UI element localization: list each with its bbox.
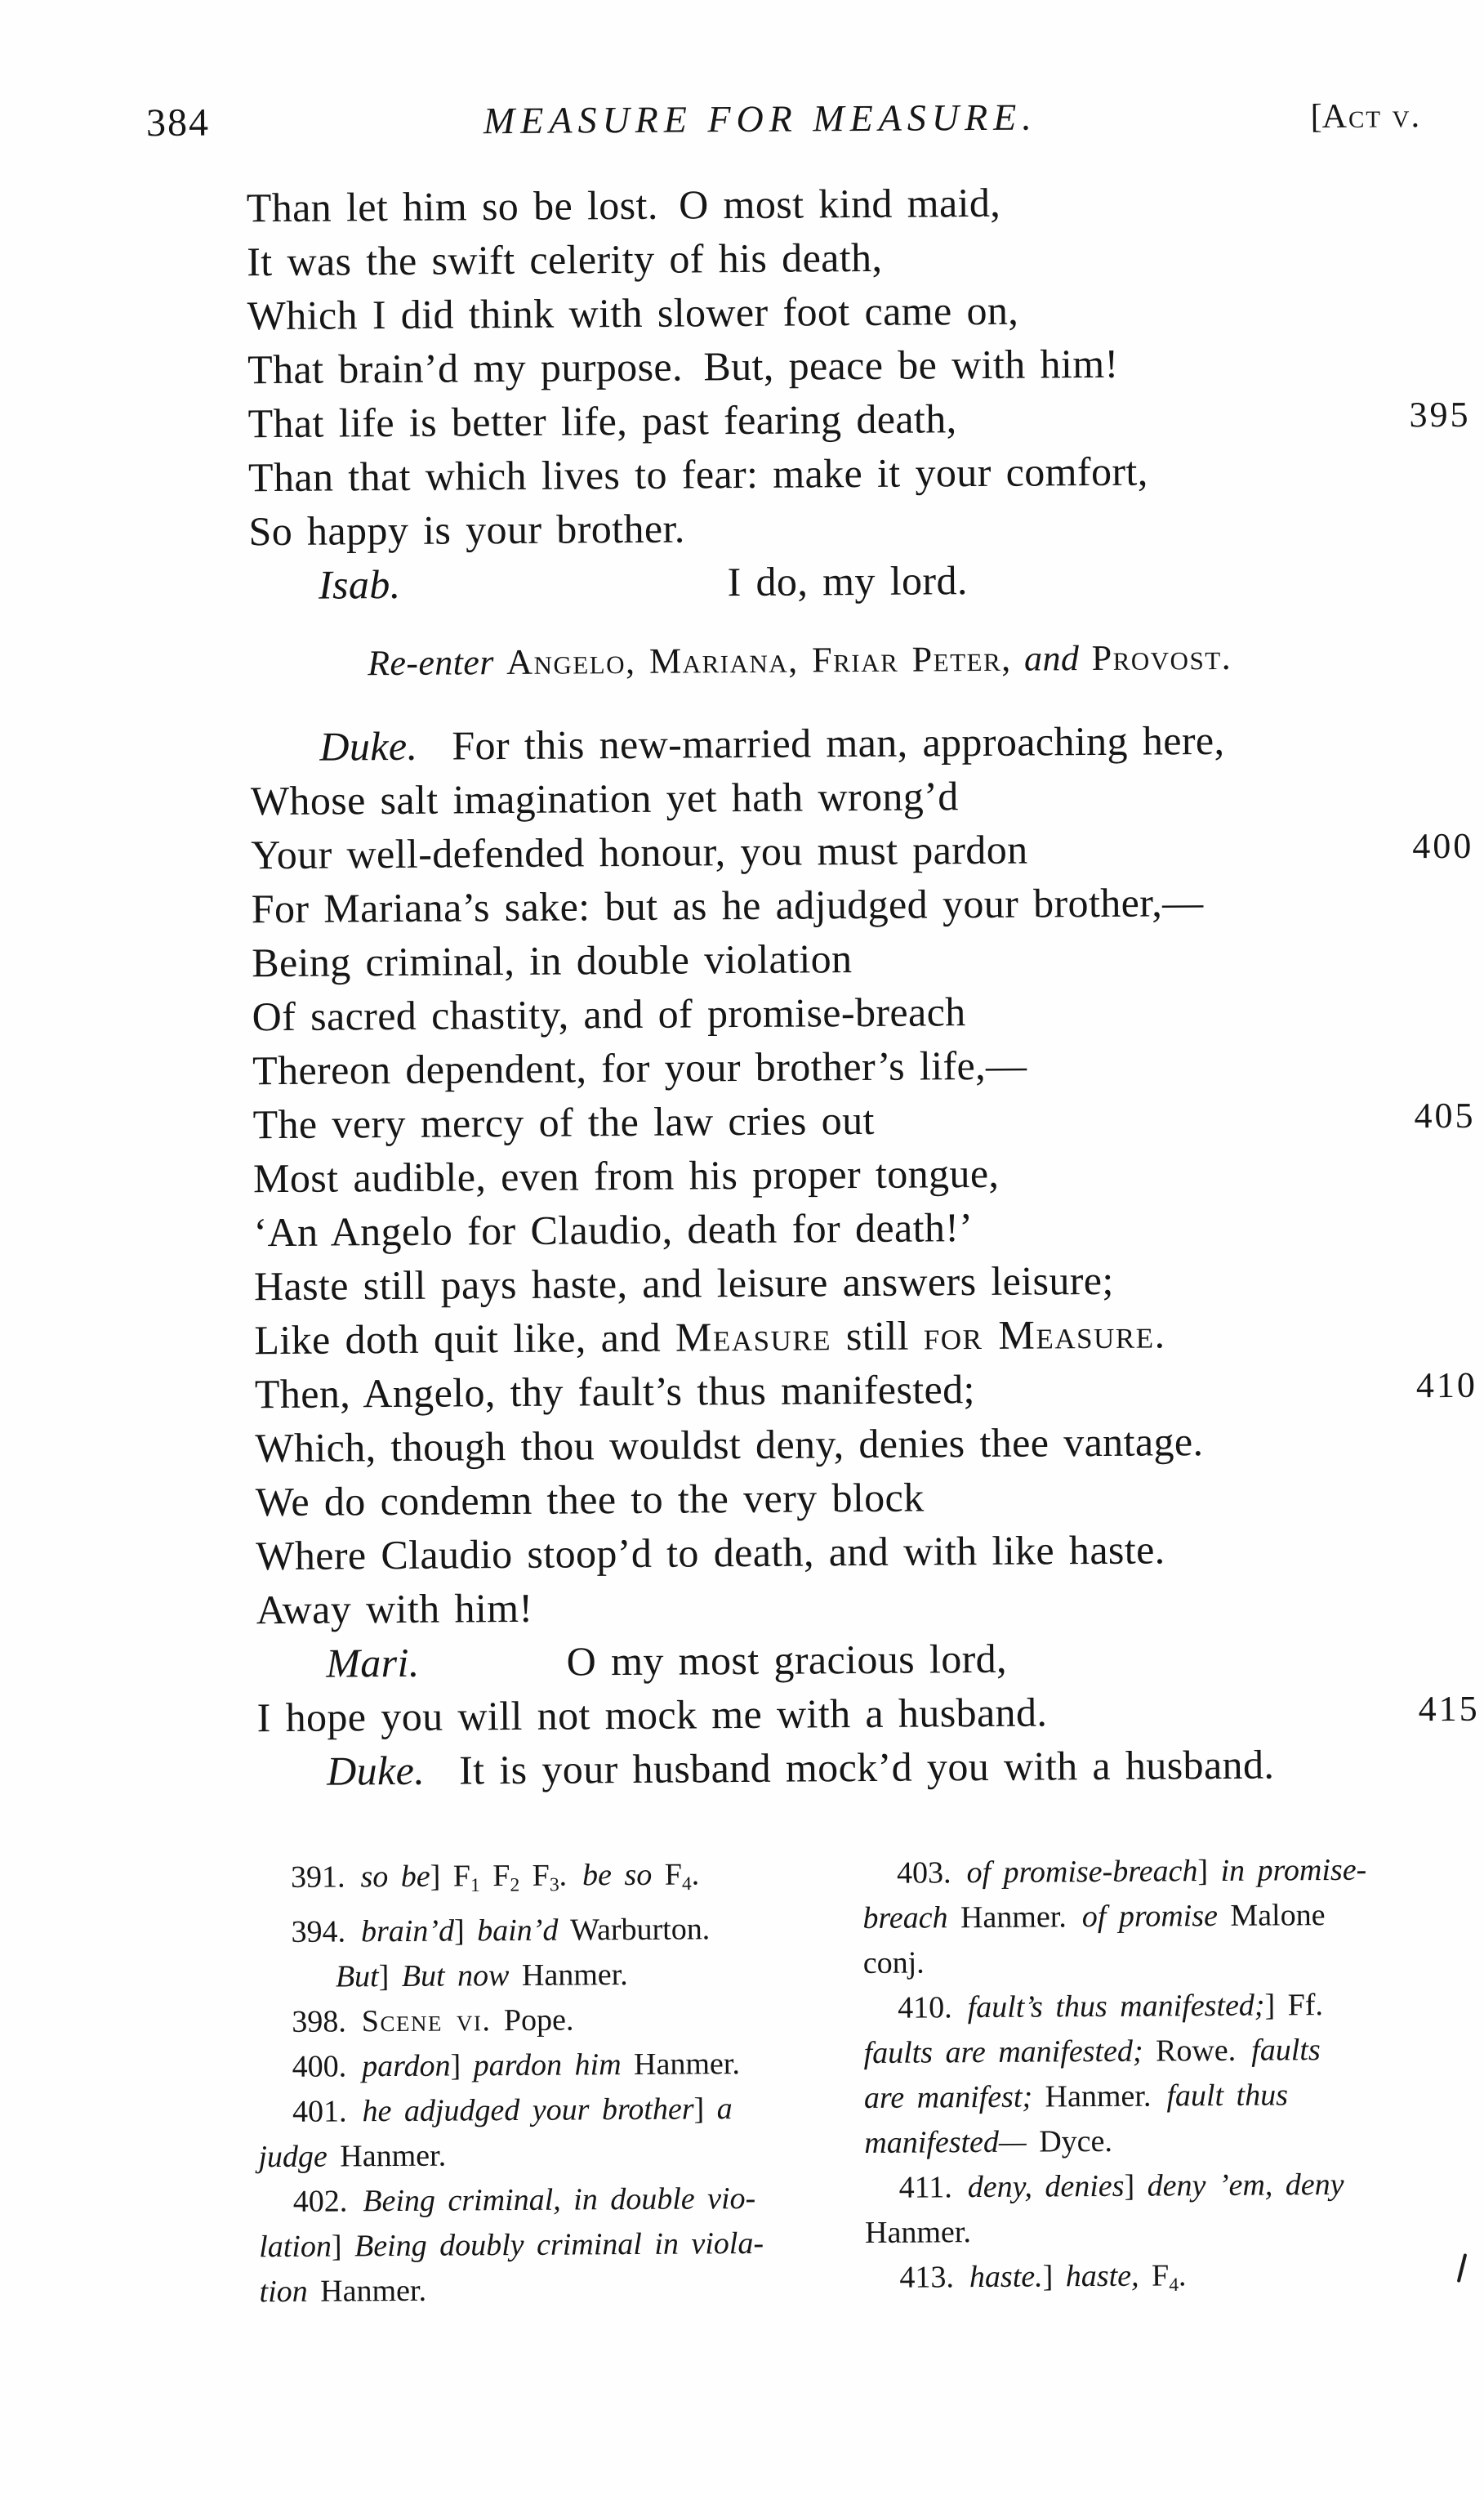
text-segment: fault’s thus manifested; xyxy=(967,1988,1265,2025)
verse-line xyxy=(248,496,1471,558)
text-segment: are manifest; xyxy=(863,2079,1033,2116)
text-segment: I hope you will not mock me with a husband. xyxy=(256,1689,1048,1741)
verse-line xyxy=(252,873,1474,935)
text-segment: Which, though thou wouldst deny, denies thee vantage. xyxy=(255,1418,1204,1471)
verse-line xyxy=(253,1197,1476,1259)
text-segment: brain’d xyxy=(360,1913,455,1949)
text-segment: 402. xyxy=(292,2183,363,2219)
text-segment: For Mariana’s sake: but as he adjudged your brother,— xyxy=(251,879,1204,932)
verse-line xyxy=(253,1143,1476,1205)
verse-line xyxy=(247,334,1470,396)
text-segment: That brain’d my purpose. But, peace be with him! xyxy=(247,340,1119,393)
footnote-line xyxy=(862,1892,1475,1941)
text-segment: Than let him so be lost. O most kind maid, xyxy=(246,179,1001,231)
text-segment: Being criminal, in double violation xyxy=(252,935,853,986)
text-segment: Measure xyxy=(675,1313,832,1360)
footnote-column-left xyxy=(256,1851,823,2314)
text-segment: faults are manifested; xyxy=(863,2033,1143,2071)
footnote-line xyxy=(259,2221,822,2270)
text-segment: ] F xyxy=(430,1859,471,1894)
text-segment: But xyxy=(335,1958,379,1994)
text-segment: of promise xyxy=(1081,1898,1219,1935)
line-number: 400 xyxy=(1412,825,1474,867)
footnote-line xyxy=(258,2086,822,2135)
footnote-line xyxy=(862,1847,1475,1896)
text-segment: ] xyxy=(693,2091,717,2127)
footnote-line xyxy=(256,1906,820,1955)
verse-line xyxy=(248,442,1471,504)
text-segment: Dyce. xyxy=(1026,2123,1113,2159)
verse-line xyxy=(256,1628,1479,1690)
text-segment: F xyxy=(652,1857,683,1892)
text-segment: breach xyxy=(862,1900,948,1936)
text-segment: F xyxy=(479,1859,510,1894)
verse-line xyxy=(251,819,1473,882)
text-segment: . xyxy=(1178,2258,1187,2293)
footnote-line xyxy=(863,2027,1476,2076)
text-segment: The very mercy of the law cries out xyxy=(252,1096,875,1148)
text-segment: ] xyxy=(1042,2259,1066,2294)
footnote-line xyxy=(863,1937,1476,1986)
text-segment: tion xyxy=(259,2274,308,2309)
speaker-label: Mari. xyxy=(326,1639,420,1686)
page-number: 384 xyxy=(145,100,211,145)
text-segment: Hanmer. xyxy=(509,1957,628,1993)
act-label xyxy=(1311,96,1422,136)
text-segment: haste. xyxy=(969,2259,1043,2295)
text-segment: so be xyxy=(360,1859,430,1895)
footnotes-block xyxy=(256,1847,1484,2315)
text-segment: Like doth quit like, and xyxy=(254,1314,676,1364)
act-text: Act v. xyxy=(1321,97,1422,136)
text-segment: ] xyxy=(453,1913,478,1949)
text-segment: 400. xyxy=(292,2048,363,2084)
stage-direction xyxy=(249,634,1349,687)
text-segment: O my most gracious lord, xyxy=(566,1635,1008,1685)
footnote-line xyxy=(865,2207,1477,2256)
speaker-label: Duke. xyxy=(326,1747,426,1794)
text-segment: Hanmer. xyxy=(327,2138,447,2174)
verse-line xyxy=(255,1413,1477,1475)
verse-line xyxy=(257,1736,1480,1798)
text-segment: Pope. xyxy=(491,2002,574,2038)
verse-line xyxy=(255,1359,1477,1421)
running-header xyxy=(146,92,1421,145)
act-bracket: [ xyxy=(1310,98,1322,136)
verse-block xyxy=(247,172,1481,1798)
verse-line xyxy=(247,388,1470,450)
text-segment: in promise- xyxy=(1220,1852,1367,1888)
line-number: 415 xyxy=(1418,1688,1480,1730)
verse-line xyxy=(250,712,1473,774)
text-segment: Warburton. xyxy=(558,1911,711,1948)
text-segment: Of sacred chastity, and of promise-breach xyxy=(252,989,966,1040)
text-segment: Than that which lives to fear: make it your comfort, xyxy=(247,448,1148,501)
text-segment: Whose salt imagination yet hath wrong’d xyxy=(250,773,959,824)
text-segment: conj. xyxy=(862,1945,925,1981)
text-segment: ] xyxy=(378,1958,402,1993)
text-segment: pardon xyxy=(361,2048,451,2083)
footnote-line xyxy=(865,2162,1477,2211)
text-segment: Hanmer. xyxy=(307,2273,427,2309)
text-segment: It is your husband mock’d you with a husband. xyxy=(458,1741,1275,1793)
text-segment: It was the swift celerity of his death, xyxy=(247,234,883,285)
text-segment: ‘An Angelo for Claudio, death for death!’ xyxy=(253,1204,974,1256)
text-segment: 391. xyxy=(290,1859,361,1895)
text-segment: 1 xyxy=(470,1874,480,1896)
text-segment: Most audible, even from his proper tongue, xyxy=(252,1150,1000,1202)
footnote-line xyxy=(259,2176,822,2225)
text-segment: ] Ff. xyxy=(1264,1988,1324,2023)
text-segment: . xyxy=(691,1857,700,1892)
verse-line xyxy=(251,766,1473,828)
text-segment: deny, denies xyxy=(967,2168,1125,2205)
inline-gap xyxy=(401,596,728,598)
text-segment: 403. xyxy=(896,1855,967,1891)
verse-line xyxy=(254,1305,1477,1367)
text-segment: Your well-defended honour, you must pardon xyxy=(251,826,1028,878)
footnote-line xyxy=(259,2266,822,2315)
footnote-line xyxy=(863,1982,1476,2031)
text-segment: ] xyxy=(450,2047,474,2083)
text-segment: bain’d xyxy=(476,1913,559,1948)
text-segment: So happy is your brother. xyxy=(248,505,685,555)
text-segment: of promise-breach xyxy=(966,1854,1198,1891)
text-segment: a xyxy=(716,2091,733,2126)
verse-line xyxy=(252,1035,1475,1097)
verse-line xyxy=(256,1574,1479,1636)
text-segment: Provost. xyxy=(1091,636,1232,679)
verse-line xyxy=(247,172,1469,234)
text-segment: Away with him! xyxy=(256,1584,533,1633)
text-segment: 401. xyxy=(292,2093,363,2129)
text-segment: 410. xyxy=(898,1990,968,2025)
text-segment: manifested— xyxy=(864,2124,1027,2161)
text-segment: 413. xyxy=(899,2260,970,2295)
text-segment: faults xyxy=(1251,2033,1321,2068)
text-segment: 3 xyxy=(549,1874,559,1896)
verse-line xyxy=(256,1682,1479,1744)
verse-line xyxy=(247,280,1469,342)
text-segment: For this new-married man, approaching here, xyxy=(452,717,1225,769)
text-segment: judge xyxy=(258,2139,328,2174)
text-segment: 2 xyxy=(510,1874,520,1896)
text-segment: Which I did think with slower foot came on, xyxy=(247,287,1019,339)
verse-line xyxy=(254,1251,1477,1313)
text-segment: Then, Angelo, thy fault’s thus manifested; xyxy=(254,1366,976,1417)
speaker-label: Duke. xyxy=(319,722,418,770)
verse-line xyxy=(256,1520,1478,1583)
verse-line xyxy=(249,550,1472,612)
text-segment: he adjudged your brother xyxy=(362,2092,694,2128)
text-segment: deny ’em, deny xyxy=(1147,2167,1344,2203)
text-segment: Hanmer. xyxy=(621,2046,741,2082)
text-segment: I do, my lord. xyxy=(727,557,968,605)
text-segment: Rowe. xyxy=(1143,2033,1252,2069)
text-segment: 4 xyxy=(681,1873,692,1895)
text-segment: ] xyxy=(1124,2168,1148,2203)
text-segment: Scene vi. xyxy=(361,2002,492,2038)
text-segment: . xyxy=(559,1858,583,1893)
text-segment: Where Claudio stoop’d to death, and with like haste. xyxy=(256,1526,1165,1579)
text-segment: That life is better life, past fearing death, xyxy=(247,395,957,447)
text-segment: 398. xyxy=(292,2003,362,2039)
text-segment: pardon him xyxy=(473,2047,622,2083)
footnote-line xyxy=(258,2131,822,2180)
verse-line xyxy=(252,1089,1475,1151)
text-segment: Haste still pays haste, and leisure answers leisure; xyxy=(253,1257,1114,1310)
footnote-line xyxy=(257,1996,821,2045)
text-segment: We do condemn thee to the very block xyxy=(255,1474,925,1525)
text-segment: Hanmer. xyxy=(947,1900,1082,1935)
running-title: MEASURE FOR MEASURE. xyxy=(483,96,1037,142)
text-segment: ] xyxy=(1197,1853,1221,1889)
verse-line xyxy=(256,1467,1478,1529)
text-segment: lation xyxy=(259,2229,332,2264)
footnote-line xyxy=(864,2117,1477,2166)
speaker-label: Isab. xyxy=(318,560,401,608)
text-segment: Being doubly criminal in viola- xyxy=(354,2225,764,2263)
text-segment: F xyxy=(1139,2258,1170,2293)
text-segment: 4 xyxy=(1169,2274,1179,2297)
text-segment: Hanmer. xyxy=(1032,2078,1167,2114)
text-segment: still xyxy=(831,1312,925,1359)
text-segment: Re-enter xyxy=(367,642,507,684)
text-segment: fault thus xyxy=(1166,2078,1289,2114)
text-segment: and xyxy=(1011,638,1092,679)
text-segment: 411. xyxy=(898,2170,968,2205)
footnote-line xyxy=(257,2041,821,2090)
footnote-line xyxy=(865,2252,1477,2310)
footnote-line xyxy=(257,1951,821,2000)
text-segment: F xyxy=(519,1858,550,1893)
verse-line xyxy=(252,981,1474,1043)
line-number: 395 xyxy=(1409,394,1471,435)
text-segment: 394. xyxy=(291,1913,362,1949)
text-segment: Thereon dependent, for your brother’s life,— xyxy=(252,1042,1027,1094)
verse-line xyxy=(247,226,1469,288)
footnote-line xyxy=(864,2072,1477,2121)
text-segment: Being criminal, in double vio- xyxy=(363,2181,756,2218)
footnote-line xyxy=(256,1851,820,1909)
line-number: 405 xyxy=(1414,1095,1476,1136)
text-segment: But now xyxy=(401,1958,510,1993)
verse-line xyxy=(252,927,1474,989)
text-segment: be so xyxy=(582,1857,653,1893)
text-segment: haste, xyxy=(1065,2258,1139,2294)
text-segment: Hanmer. xyxy=(864,2215,972,2251)
line-number: 410 xyxy=(1415,1364,1478,1406)
text-segment: ] xyxy=(331,2228,355,2264)
text-segment: Angelo, Mariana, Friar Peter, xyxy=(506,638,1012,683)
text-segment: for Measure. xyxy=(923,1310,1166,1359)
footnote-column-right xyxy=(862,1847,1478,2310)
text-segment: Malone xyxy=(1217,1898,1326,1933)
